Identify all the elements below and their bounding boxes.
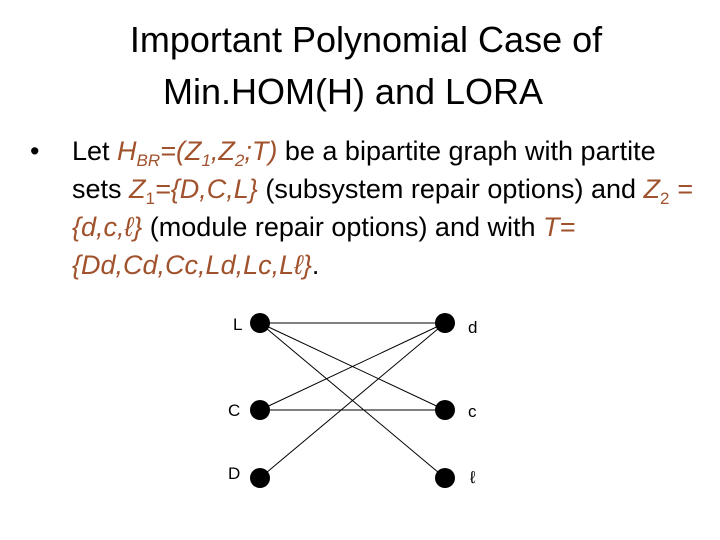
graph-symbol: H [117, 136, 137, 166]
graph-def-b: ,Z [210, 136, 235, 166]
title-line-2: Min.HOM(H) and LORA [162, 71, 544, 112]
node-label-D: D [228, 464, 241, 483]
node-R-ℓ [435, 468, 455, 488]
graph-def-sub1: 1 [201, 151, 211, 170]
z1-subscript: 1 [145, 189, 155, 208]
text-2: (subsystem repair options) and [257, 174, 644, 204]
node-label-c: c [468, 402, 477, 421]
graph-subscript: BR [136, 151, 161, 170]
z2-symbol: Z [643, 174, 661, 204]
node-label-l: ℓ [470, 468, 476, 487]
graph-def-sub2: 2 [234, 151, 245, 170]
z2-set: = {d,c,ℓ} [72, 174, 693, 242]
graph-def-a: =(Z [160, 136, 202, 166]
text-end: . [311, 250, 320, 280]
node-R-c [435, 400, 455, 420]
text-let: Let [72, 136, 118, 166]
text-3: (module repair options) and with [142, 212, 543, 242]
node-L-L [250, 313, 270, 333]
node-L-D [250, 468, 270, 488]
graph-edges [260, 323, 445, 478]
node-R-d [435, 313, 455, 333]
node-label-d: d [468, 318, 478, 337]
node-label-C: C [228, 401, 241, 420]
title-line-1: Important Polynomial Case of [129, 19, 603, 60]
z1-symbol: Z [129, 174, 146, 204]
node-L-C [250, 400, 270, 420]
text-1: be a bipartite graph with partite sets [72, 136, 656, 204]
t-set: T={Dd,Cd,Cc,Ld,Lc,Lℓ} [72, 212, 576, 280]
bullet-marker: • [30, 136, 40, 166]
z1-set: ={D,C,L} [155, 174, 258, 204]
graph-def-c: ;T) [244, 136, 278, 166]
z2-subscript: 2 [660, 189, 670, 208]
node-label-L: L [233, 315, 243, 334]
